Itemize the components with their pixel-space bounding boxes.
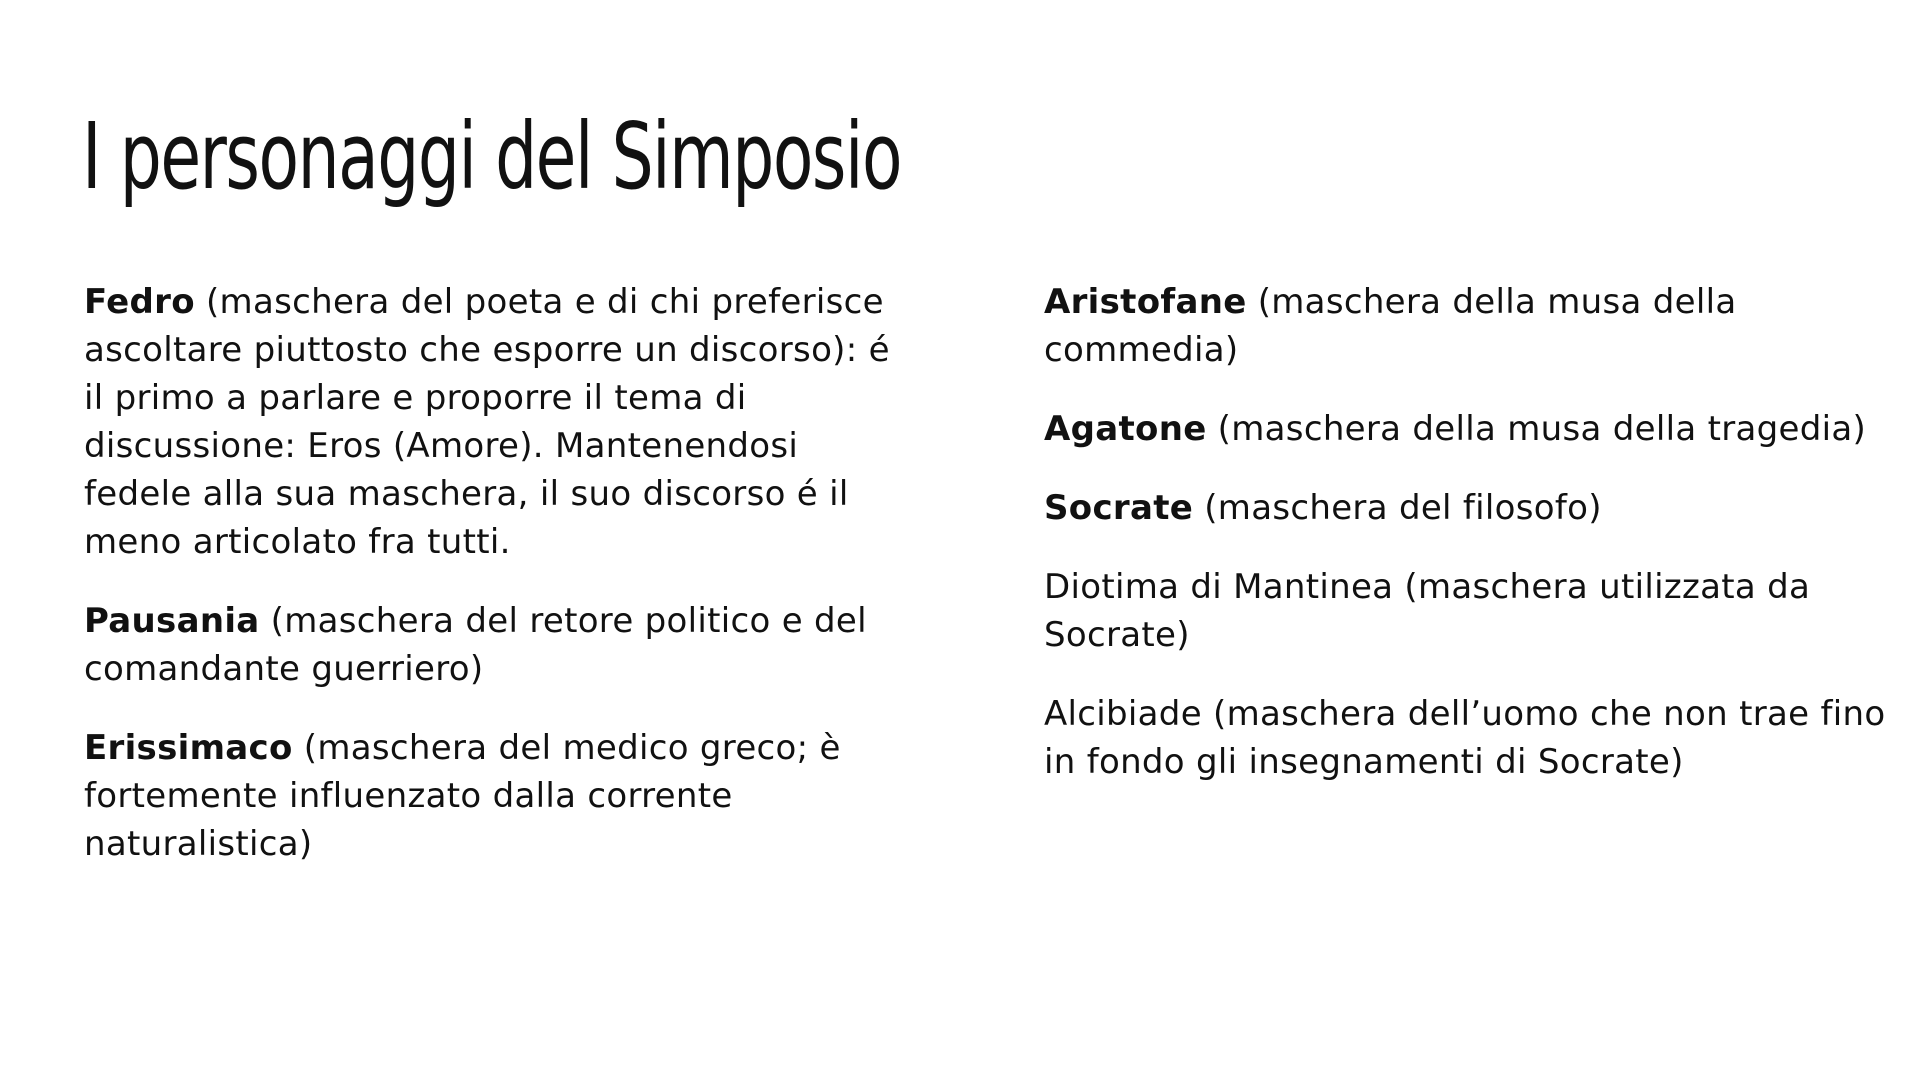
character-entry-pausania (84, 597, 914, 693)
character-description: (maschera della musa della tragedia) (1206, 409, 1867, 449)
character-name: Pausania (84, 601, 260, 641)
character-name: Agatone (1044, 409, 1207, 449)
character-name: Erissimaco (84, 728, 293, 768)
character-description: (maschera del medico greco; è fortemente influenzato dalla corrente naturalistica) (84, 728, 841, 864)
left-column (84, 278, 914, 899)
character-description: (maschera della musa della commedia) (1044, 282, 1737, 370)
character-entry-diotima (1044, 563, 1894, 659)
character-entry-aristofane (1044, 278, 1894, 374)
character-description: (maschera del filosofo) (1193, 488, 1602, 528)
character-description: Alcibiade (maschera dell’uomo che non trae fino in fondo gli insegnamenti di Socrate) (1044, 694, 1886, 782)
character-description: Diotima di Mantinea (maschera utilizzata da Socrate) (1044, 567, 1811, 655)
character-name: Fedro (84, 282, 195, 322)
character-entry-erissimaco (84, 724, 914, 868)
character-entry-agatone (1044, 405, 1894, 453)
character-name: Socrate (1044, 488, 1194, 528)
slide-title: I personaggi del Simposio (82, 103, 902, 210)
character-description: (maschera del retore politico e del comandante guerriero) (84, 601, 867, 689)
character-description: (maschera del poeta e di chi preferisce ascoltare piuttosto che esporre un discorso): é il primo a parlare e proporre il tema di discussione: Eros (Amore). Mantenendosi fedele alla sua maschera, il suo discorso é il meno articolato fra tutti. (84, 282, 890, 562)
character-entry-fedro (84, 278, 914, 566)
character-entry-alcibiade (1044, 690, 1894, 786)
character-entry-socrate (1044, 484, 1894, 532)
right-column (1044, 278, 1894, 817)
character-name: Aristofane (1044, 282, 1247, 322)
